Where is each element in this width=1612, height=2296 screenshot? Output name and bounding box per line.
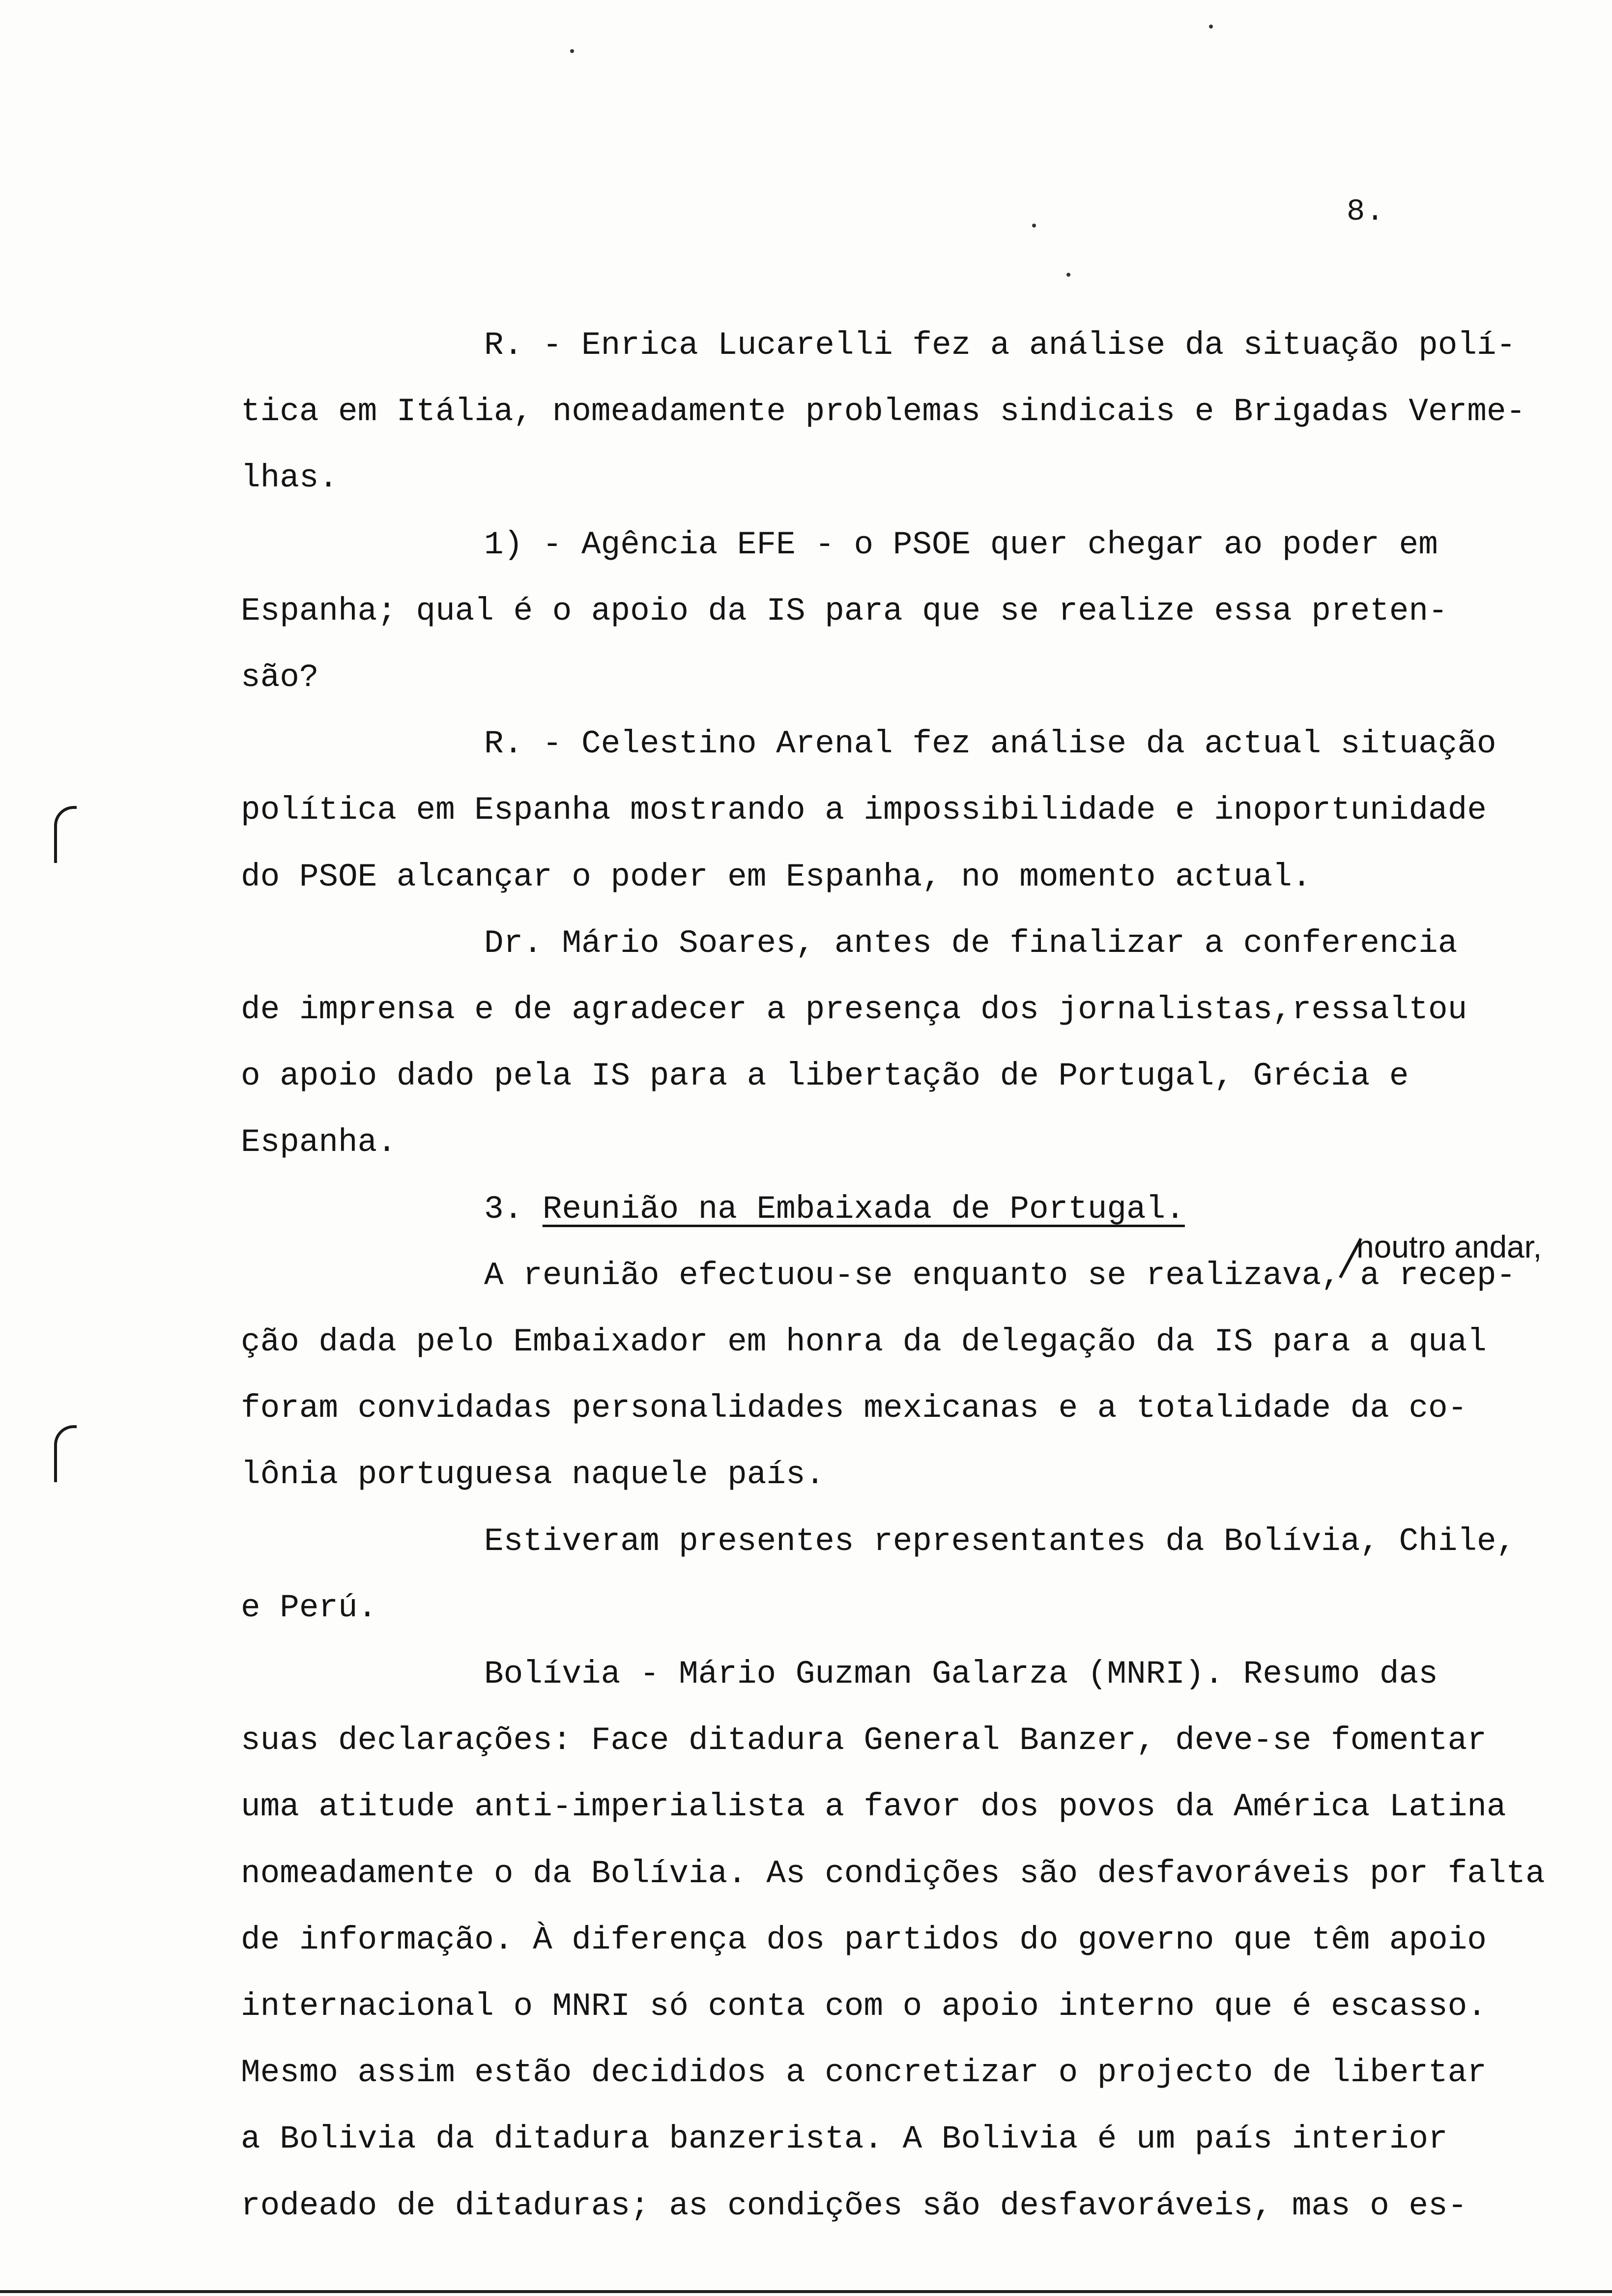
text-line: uma atitude anti-imperialista a favor dos povos da América Latina xyxy=(241,1788,1506,1825)
text-line: A reunião efectuou-se enquanto se realizava, a recep- xyxy=(484,1257,1516,1294)
paper-speck xyxy=(1032,224,1036,228)
text-line xyxy=(484,1193,1185,1226)
text-line: internacional o MNRI só conta com o apoio interno que é escasso. xyxy=(241,1988,1487,2025)
text-line: R. - Celestino Arenal fez análise da actual situação xyxy=(484,725,1497,762)
text-line: Estiveram presentes representantes da Bolívia, Chile, xyxy=(484,1523,1516,1560)
text-line: Bolívia - Mário Guzman Galarza (MNRI). Resumo das xyxy=(484,1656,1438,1693)
text-line: lhas. xyxy=(241,459,339,496)
section-number: 3. xyxy=(484,1191,543,1228)
text-line: a Bolivia da ditadura banzerista. A Bolivia é um país interior xyxy=(241,2121,1448,2157)
text-line: o apoio dado pela IS para a libertação de Portugal, Grécia e xyxy=(241,1058,1409,1094)
text-line: foram convidadas personalidades mexicanas e a totalidade da co- xyxy=(241,1390,1468,1427)
text-line: nomeadamente o da Bolívia. As condições são desfavoráveis por falta xyxy=(241,1855,1545,1892)
text-line: Espanha; qual é o apoio da IS para que se realize essa preten- xyxy=(241,593,1448,630)
text-line: suas declarações: Face ditadura General Banzer, deve-se fomentar xyxy=(241,1722,1487,1759)
page-number: 8. xyxy=(1347,194,1385,229)
text-line: ção dada pelo Embaixador em honra da delegação da IS para a qual xyxy=(241,1323,1487,1360)
text-line: são? xyxy=(241,659,319,696)
text-line: R. - Enrica Lucarelli fez a análise da situação polí- xyxy=(484,327,1516,364)
handwritten-insertion: noutro andar, xyxy=(1356,1229,1542,1264)
text-line: tica em Itália, nomeadamente problemas sindicais e Brigadas Verme- xyxy=(241,393,1526,430)
text-line: lônia portuguesa naquele país. xyxy=(241,1456,825,1493)
paper-speck xyxy=(1209,25,1213,29)
section-heading: Reunião na Embaixada de Portugal. xyxy=(542,1191,1185,1228)
text-line: e Perú. xyxy=(241,1589,377,1626)
text-line: Espanha. xyxy=(241,1124,397,1161)
paper-speck xyxy=(1066,273,1070,277)
margin-pencil-mark xyxy=(54,806,77,863)
bottom-edge-rule xyxy=(0,2290,1612,2293)
paper-speck xyxy=(570,49,574,53)
text-line: 1) - Agência EFE - o PSOE quer chegar ao poder em xyxy=(484,526,1438,563)
margin-pencil-mark xyxy=(54,1425,77,1482)
text-line: do PSOE alcançar o poder em Espanha, no momento actual. xyxy=(241,859,1312,895)
text-line: política em Espanha mostrando a impossibilidade e inoportunidade xyxy=(241,792,1487,829)
text-line: Mesmo assim estão decididos a concretizar o projecto de libertar xyxy=(241,2054,1487,2091)
text-line: Dr. Mário Soares, antes de finalizar a conferencia xyxy=(484,925,1458,962)
text-line: rodeado de ditaduras; as condições são desfavoráveis, mas o es- xyxy=(241,2187,1468,2224)
text-line: de imprensa e de agradecer a presença dos jornalistas,ressaltou xyxy=(241,991,1468,1028)
text-line: de informação. À diferença dos partidos do governo que têm apoio xyxy=(241,1922,1487,1958)
